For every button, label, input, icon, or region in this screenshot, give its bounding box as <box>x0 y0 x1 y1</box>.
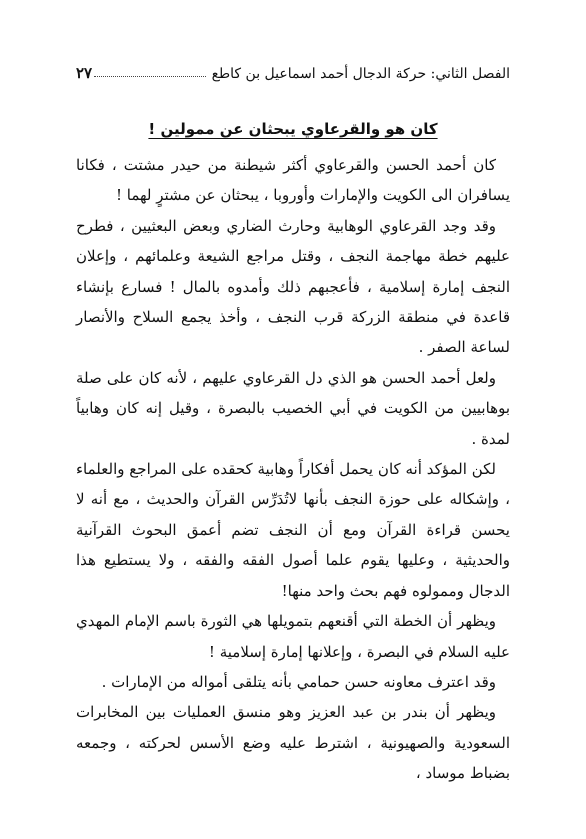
section-heading: كان هو والقرعاوي يبحثان عن ممولين ! <box>148 120 438 138</box>
body-text <box>76 150 510 789</box>
running-title: الفصل الثاني: حركة الدجال أحمد اسماعيل بن كاطع <box>211 66 510 82</box>
running-header <box>76 58 510 82</box>
paragraph: وقد اعترف معاونه حسن حمامي بأنه يتلقى أمواله من الإمارات . <box>101 672 496 691</box>
page-number: ٢٧ <box>76 64 93 82</box>
paragraph: لكن المؤكد أنه كان يحمل أفكاراً وهابية كحقده على المراجع والعلماء ، وإشكاله على حوزة النجف بأنها لاتُدَرِّس القرآن والحديث ، مع أنه لا يحسن قراءة القرآن ومع أن النجف تضم أعمق البحوث القرآنية والحديثية ، وعليها يقوم علما أصول الفقه والفقه ، ولا يستطيع هذا الدجال وممولوه فهم بحث واحد منها! <box>76 460 510 600</box>
paragraph: ولعل أحمد الحسن هو الذي دل القرعاوي عليهم ، لأنه كان على صلة بوهابيين من الكويت في أبي الخصيب بالبصرة ، وقيل إنه كان وهابياً لمدة . <box>76 368 510 448</box>
paragraph: وقد وجد القرعاوي الوهابية وحارث الضاري وبعض البعثيين ، فطرح عليهم خطة مهاجمة النجف ، وقتل مراجع الشيعة وعلمائهم ، وإعلان النجف إمارة إسلامية ، فأعجبهم ذلك وأمدوه بالمال ! فسارع بإنشاء قاعدة في منطقة الزركة قرب النجف ، وأخذ يجمع السلاح والأنصار لساعة الصفر . <box>76 216 510 357</box>
leader-dots <box>94 76 205 77</box>
paragraph: ويظهر أن الخطة التي أقنعهم بتمويلها هي الثورة باسم الإمام المهدي عليه السلام في البصرة ، وإعلانها إمارة إسلامية ! <box>76 612 510 661</box>
paragraph: كان أحمد الحسن والقرعاوي أكثر شيطنة من حيدر مشتت ، فكانا يسافران الى الكويت والإمارات وأوروبا ، يبحثان عن مشترٍ لهما ! <box>76 156 510 205</box>
paragraph: ويظهر أن بندر بن عبد العزيز وهو منسق العمليات بين المخابرات السعودية والصهيونية ، اشترط عليه وضع الأسس لحركته ، وجمعه بضباط موساد ، <box>76 703 510 783</box>
